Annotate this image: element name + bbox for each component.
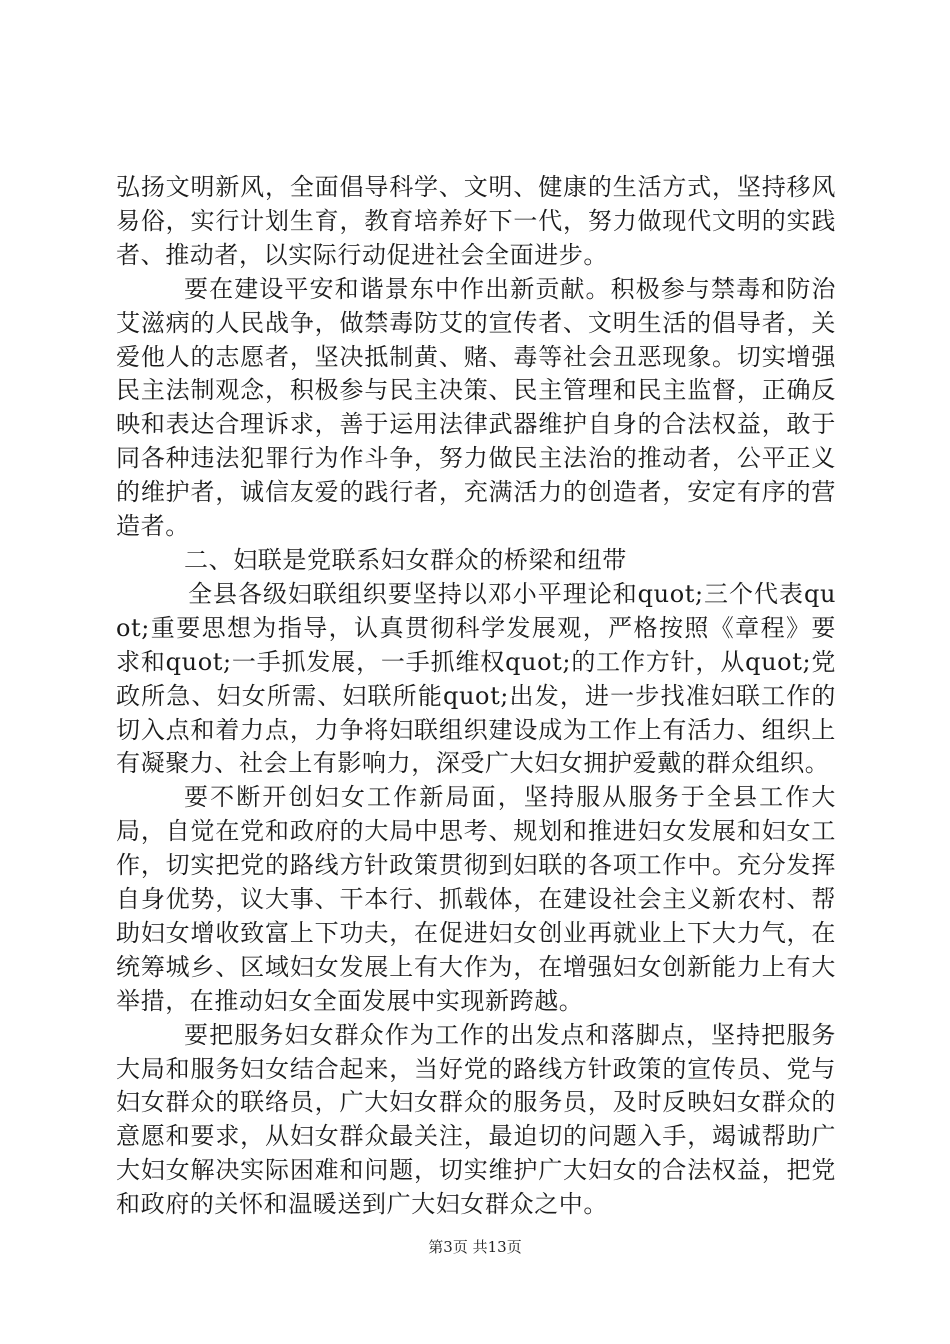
paragraph-safety-harmony: 要在建设平安和谐景东中作出新贡献。积极参与禁毒和防治艾滋病的人民战争，做禁毒防艾的宣传者、文明生活的倡导者，关爱他人的志愿者，坚决抵制黄、赌、毒等社会丑恶现象。切实增强民主法制观念，积极参与民主决策、民主管理和民主监督，正确反映和表达合理诉求，善于运用法律武器维护自身的合法权益，敢于同各种违法犯罪行为作斗争，努力做民主法治的推动者，公平正义的维护者，诚信友爱的践行者，充满活力的创造者，安定有序的营造者。 xyxy=(116,274,836,541)
section-heading: 二、妇联是党联系妇女群众的桥梁和纽带 xyxy=(184,545,627,574)
paragraph-new-situation: 要不断开创妇女工作新局面，坚持服从服务于全县工作大局，自觉在党和政府的大局中思考、规划和推进妇女发展和妇女工作，切实把党的路线方针政策贯彻到妇联的各项工作中。充分发挥自身优势，议大事、干本行、抓载体，在建设社会主义新农村、帮助妇女增收致富上下功夫，在促进妇女创业再就业上下大力气，在统筹城乡、区域妇女发展上有大作为，在增强妇女创新能力上有大举措，在推动妇女全面发展中实现新跨越。 xyxy=(116,783,836,1015)
page-number-footer: 第3页 共13页 xyxy=(428,1238,522,1256)
paragraph-continuation: 弘扬文明新风，全面倡导科学、文明、健康的生活方式，坚持移风易俗，实行计划生育，教育培养好下一代，努力做现代文明的实践者、推动者，以实际行动促进社会全面进步。 xyxy=(116,173,836,269)
paragraph-guiding-thought: 全县各级妇联组织要坚持以邓小平理论和quot;三个代表quot;重要思想为指导，认真贯彻科学发展观，严格按照《章程》要求和quot;一手抓发展，一手抓维权quot;的工作方针，从quot;党政所急、妇女所需、妇联所能quot;出发，进一步找准妇联工作的切入点和着力点，力争将妇联组织建设成为工作上有活力、组织上有凝聚力、社会上有影响力，深受广大妇女拥护爱戴的群众组织。 xyxy=(116,579,836,778)
paragraph-serve-women: 要把服务妇女群众作为工作的出发点和落脚点，坚持把服务大局和服务妇女结合起来，当好党的路线方针政策的宣传员、党与妇女群众的联络员，广大妇女群众的服务员，及时反映妇女群众的意愿和要求，从妇女群众最关注，最迫切的问题入手，竭诚帮助广大妇女解决实际困难和问题，切实维护广大妇女的合法权益，把党和政府的关怀和温暖送到广大妇女群众之中。 xyxy=(116,1020,836,1219)
document-body xyxy=(116,171,836,1222)
